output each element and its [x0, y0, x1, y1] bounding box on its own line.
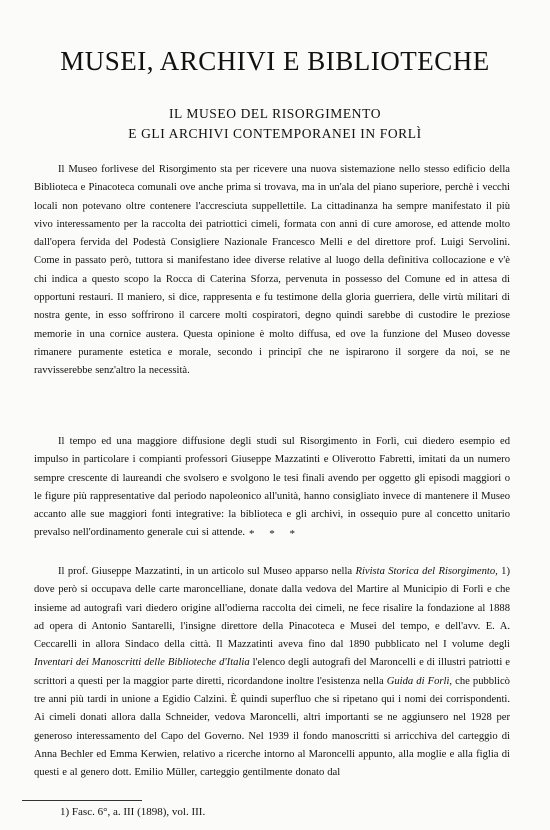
paragraph-3-part-c: dove però si occupava delle carte maroncelliane, donate dalla vedova del Martire al Municipio di Forlì e che insieme ad autografi vari diedero origine all'odierna raccolta dei cimeli, ne fece risalire la fondazione al 1888 ad opera di Antonio Santarelli, l'insigne direttore della Pinacoteca e Musei del tempo, e dell'avv. E. A. Ceccarelli in allora Sindaco della città. Il Mazzatinti aveva fino dal 1890 pubblicato nel I volume degli: [34, 584, 510, 651]
footnote-divider: [22, 800, 142, 801]
paragraph-2: Il tempo ed una maggiore diffusione degli studi sul Risorgimento in Forlì, cui diedero esempio ed impulso in particolare i compianti professori Giuseppe Mazzatinti e Oliverotto Fabretti, imitati da un numero sempre crescente di laureandi che svolsero e svolgono le tesi finali avendo per oggetto gli episodi maggiori o le figure più rappresentative dal periodo napoleonico all'unità, hanno consigliato invece di mantenere il Museo accanto alle sue maggiori fonti integrative: la biblioteca e gli archivi, in ossequio pure al concetto unitario prevalso nell'ordinamento generale cui si attende.: [34, 436, 510, 539]
footnote-reference: 1): [497, 566, 510, 577]
paragraph-3: [34, 563, 510, 783]
paragraph-3-part-e: l'elenco degli autografi del Maroncelli e di illustri patriotti e scrittori a questi per la maggior parte diretti, ricordandone inoltre l'esistenza nella: [34, 657, 510, 687]
article-title-line-1: IL MUSEO DEL RISORGIMENTO: [168, 106, 382, 121]
journal-title: Rivista Storica del Risorgimento,: [355, 566, 498, 577]
guide-title: Guida di Forlì,: [386, 675, 453, 687]
article-title-line-2: E GLI ARCHIVI CONTEMPORANEI IN FORLÌ: [128, 126, 422, 141]
page-title: MUSEI, ARCHIVI E BIBLIOTECHE: [60, 46, 490, 76]
footnote: 1) Fasc. 6°, a. III (1898), vol. III.: [60, 806, 206, 818]
paragraph-3-part-g: che pubblicò tre anni più tardi in unione a Egidio Calzini. È quindi superfluo che si ripetano qui i nomi dei corrispondenti. Ai cimeli donati allora dalla Schneider, vedova Maroncelli, altri importanti se ne aggiunsero nel 1928 per generoso interessamento del Capo del Governo. Nel 1939 il fondo manoscritti si arricchiva del carteggio di Anna Bechler ed Emma Kerwien, relativo a ricerche intorno al Maroncelli appunto, alla moglie e alla figlia di questi e al genero dott. Emilio Müller, carteggio gentilmente donato dal: [34, 675, 510, 779]
paragraph-1: Il Museo forlivese del Risorgimento sta per ricevere una nuova sistemazione nello stesso edificio della Biblioteca e Pinacoteca comunali ove anche prima si trovava, ma in un'ala del piano superiore, perchè i vecchi locali non potevano oltre contenere l'accresciuta suppellettile. La cittadinanza ha sempre manifestato il più vivo interessamento per la raccolta dei patriottici cimeli, formata con anni di cure amorose, ed attende molto dall'opera fervida del Podestà Consigliere Nazionale Francesco Melli e del direttore prof. Luigi Servolini. Come in passato però, tuttora si manifestano idee diverse relative al luogo della definitiva collocazione e v'è chi indica a questo scopo la Rocca di Caterina Sforza, pervenuta in possesso del Comune ed in attesa di opportuni restauri. Il maniero, si dice, rappresenta e fu testimone della gloria guerriera, delle virtù militari di nostra gente, in esso soffrirono il carcere molti cospiratori, degno quindi sarebbe di custodire le preziose memorie in una cornice austera. Questa opinione è molto diffusa, ed ove la funzione del Museo dovesse rimanere puramente estetica e morale, secondo i principî che ne ispirarono il sorgere da noi, se ne ravvisserebbe senz'altro la necessità.: [34, 164, 510, 377]
section-separator: * * *: [249, 528, 301, 540]
inventory-title: Inventari dei Manoscritti delle Biblioteche d'Italia: [34, 657, 250, 669]
paragraph-3-part-a: Il prof. Giuseppe Mazzatinti, in un articolo sul Museo apparso nella: [58, 566, 356, 577]
